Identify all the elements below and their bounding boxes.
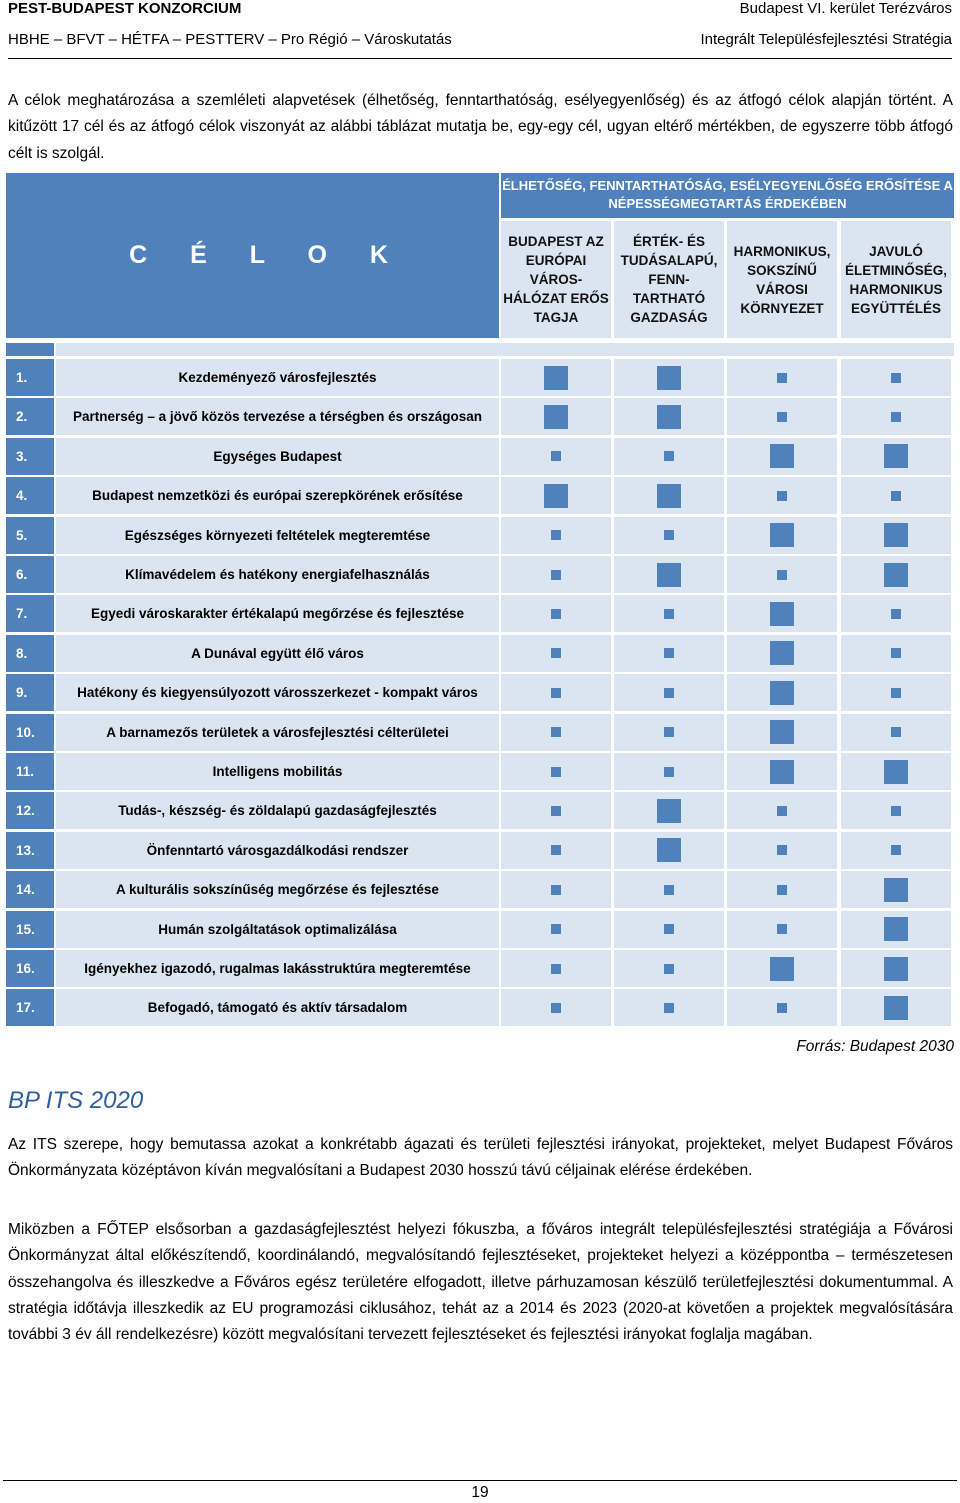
column-header-4: JAVULÓ ÉLETMINŐSÉG, HARMONIKUS EGYÜTTÉLÉS [841,221,951,338]
strong-link-marker [884,563,908,587]
goals-matrix-table [6,173,954,1029]
goal-name: Budapest nemzetközi és európai szerepkörének erősítése [56,477,499,514]
matrix-cell [501,674,611,711]
matrix-cell [727,517,837,554]
strong-link-marker [770,641,794,665]
table-row [6,359,954,396]
intro-paragraph: A célok meghatározása a szemléleti alapvetések (élhetőség, fenntarthatóság, esélyegyenlőség) és az átfogó célok alapján történt. A kitűzött 17 cél és az átfogó célok viszonyát az alábbi táblázat mutatja be, egy-egy cél, ugyan eltérő mértékben, de egyszerre több átfogó célt is szolgál. [8,92,953,162]
weak-link-marker [664,609,674,619]
goal-number: 7. [6,595,54,632]
strong-link-marker [884,760,908,784]
goal-number: 13. [6,832,54,869]
matrix-cell [727,911,837,948]
section-title: BP ITS 2020 [8,1087,144,1114]
weak-link-marker [664,885,674,895]
goal-name: Egységes Budapest [56,438,499,475]
table-row [6,714,954,751]
footer-divider [3,1480,957,1481]
strong-link-marker [770,720,794,744]
matrix-cell [614,792,724,829]
separator-right [56,343,954,356]
weak-link-marker [891,648,901,658]
overarching-header: ÉLHETŐSÉG, FENNTARTHATÓSÁG, ESÉLYEGYENLŐSÉG ERŐSÍTÉSE A NÉPESSÉGMEGTARTÁS ÉRDEKÉBEN [501,173,954,218]
goal-name: Egyedi városkarakter értékalapú megőrzése és fejlesztése [56,595,499,632]
goal-name: Önfenntartó városgazdálkodási rendszer [56,832,499,869]
matrix-cell [841,950,951,987]
goals-title: C É L O K [129,241,406,269]
weak-link-marker [664,530,674,540]
matrix-cell [614,832,724,869]
weak-link-marker [891,412,901,422]
matrix-cell [501,398,611,435]
matrix-cell [727,950,837,987]
goal-number: 12. [6,792,54,829]
matrix-cell [614,398,724,435]
matrix-cell [614,359,724,396]
table-row [6,595,954,632]
matrix-cell [727,477,837,514]
goal-number: 5. [6,517,54,554]
matrix-cell [841,438,951,475]
matrix-cell [727,635,837,672]
matrix-cell [501,753,611,790]
matrix-cell [841,989,951,1026]
weak-link-marker [777,491,787,501]
column-header-1: BUDAPEST AZ EURÓPAI VÁROS-HÁLÓZAT ERŐS TAGJA [501,221,611,338]
matrix-cell [727,595,837,632]
matrix-cell [501,792,611,829]
table-row [6,792,954,829]
paragraph-its-role: Az ITS szerepe, hogy bemutassa azokat a konkrétabb ágazati és területi fejlesztési irányokat, projekteket, melyet Budapest Főváros Önkormányzata középtávon kíván megvalósítani a Budapest 2030 hosszú távú céljainak elérése érdekében. [8,1136,953,1180]
goal-name: Humán szolgáltatások optimalizálása [56,911,499,948]
goal-name: A barnamezős területek a városfejlesztési célterületei [56,714,499,751]
matrix-cell [727,832,837,869]
goal-name: Partnerség – a jövő közös tervezése a térségben és országosan [56,398,499,435]
weak-link-marker [551,767,561,777]
table-row [6,477,954,514]
weak-link-marker [777,885,787,895]
matrix-cell [614,989,724,1026]
weak-link-marker [777,806,787,816]
goal-name: Tudás-, készség- és zöldalapú gazdaságfejlesztés [56,792,499,829]
weak-link-marker [551,727,561,737]
matrix-cell [727,753,837,790]
matrix-cell [501,556,611,593]
matrix-cell [841,477,951,514]
weak-link-marker [891,609,901,619]
matrix-cell [727,714,837,751]
matrix-cell [841,832,951,869]
strong-link-marker [770,523,794,547]
matrix-cell [501,635,611,672]
goal-number: 9. [6,674,54,711]
weak-link-marker [551,451,561,461]
matrix-cell [841,792,951,829]
weak-link-marker [891,491,901,501]
weak-link-marker [891,845,901,855]
matrix-cell [501,595,611,632]
strong-link-marker [657,563,681,587]
strong-link-marker [657,838,681,862]
goal-name: Kezdeményező városfejlesztés [56,359,499,396]
matrix-cell [501,438,611,475]
goal-number: 1. [6,359,54,396]
matrix-cell [727,871,837,908]
matrix-cell [614,635,724,672]
weak-link-marker [551,964,561,974]
weak-link-marker [891,373,901,383]
weak-link-marker [664,648,674,658]
weak-link-marker [551,885,561,895]
table-row [6,674,954,711]
matrix-cell [841,595,951,632]
goal-number: 8. [6,635,54,672]
matrix-cell [501,517,611,554]
matrix-cell [841,398,951,435]
matrix-cell [841,635,951,672]
weak-link-marker [551,648,561,658]
goal-number: 11. [6,753,54,790]
matrix-cell [841,753,951,790]
matrix-cell [614,477,724,514]
weak-link-marker [777,845,787,855]
goal-name: Befogadó, támogató és aktív társadalom [56,989,499,1026]
goal-number: 2. [6,398,54,435]
weak-link-marker [891,727,901,737]
weak-link-marker [777,924,787,934]
matrix-cell [841,517,951,554]
district-name: Budapest VI. kerület Terézváros [739,0,952,17]
column-header-3: HARMONIKUS, SOKSZÍNŰ VÁROSI KÖRNYEZET [727,221,837,338]
matrix-cell [727,556,837,593]
goal-name: Intelligens mobilitás [56,753,499,790]
separator-left [6,343,54,356]
weak-link-marker [664,924,674,934]
weak-link-marker [777,412,787,422]
goal-number: 14. [6,871,54,908]
partner-list: HBHE – BFVT – HÉTFA – PESTTERV – Pro Régió – Városkutatás [8,31,452,48]
strong-link-marker [544,484,568,508]
strong-link-marker [544,405,568,429]
matrix-cell [841,359,951,396]
matrix-cell [614,911,724,948]
weak-link-marker [777,1003,787,1013]
weak-link-marker [664,727,674,737]
strong-link-marker [770,760,794,784]
consortium-name: PEST-BUDAPEST KONZORCIUM [8,0,242,17]
table-row [6,517,954,554]
page-number: 19 [471,1484,489,1501]
matrix-cell [501,359,611,396]
goal-name: A Dunával együtt élő város [56,635,499,672]
strong-link-marker [657,799,681,823]
matrix-cell [614,595,724,632]
table-row [6,438,954,475]
matrix-cell [501,714,611,751]
goal-number: 3. [6,438,54,475]
weak-link-marker [551,806,561,816]
goal-name: A kulturális sokszínűség megőrzése és fejlesztése [56,871,499,908]
column-header-2: ÉRTÉK- ÉS TUDÁSALAPÚ, FENN-TARTHATÓ GAZDASÁG [614,221,724,338]
strong-link-marker [770,681,794,705]
weak-link-marker [664,451,674,461]
source-note: Forrás: Budapest 2030 [796,1038,954,1055]
table-row [6,753,954,790]
goal-number: 10. [6,714,54,751]
matrix-cell [727,359,837,396]
strong-link-marker [884,996,908,1020]
matrix-cell [727,792,837,829]
table-row [6,832,954,869]
matrix-cell [841,871,951,908]
strong-link-marker [657,366,681,390]
matrix-cell [841,674,951,711]
matrix-cell [727,674,837,711]
document-title: Integrált Településfejlesztési Stratégia [700,31,952,48]
weak-link-marker [664,688,674,698]
table-row [6,950,954,987]
weak-link-marker [891,688,901,698]
matrix-cell [727,398,837,435]
strong-link-marker [770,444,794,468]
goal-name: Igényekhez igazodó, rugalmas lakásstruktúra megteremtése [56,950,499,987]
matrix-cell [614,950,724,987]
weak-link-marker [777,570,787,580]
weak-link-marker [551,924,561,934]
table-row [6,989,954,1026]
weak-link-marker [551,570,561,580]
table-row [6,398,954,435]
goal-number: 17. [6,989,54,1026]
matrix-cell [614,674,724,711]
goal-number: 4. [6,477,54,514]
weak-link-marker [551,530,561,540]
weak-link-marker [664,767,674,777]
table-row [6,635,954,672]
table-row [6,556,954,593]
matrix-cell [614,438,724,475]
matrix-cell [614,714,724,751]
strong-link-marker [770,602,794,626]
matrix-cell [727,989,837,1026]
matrix-cell [614,753,724,790]
strong-link-marker [544,366,568,390]
matrix-cell [501,832,611,869]
strong-link-marker [884,917,908,941]
goal-number: 6. [6,556,54,593]
weak-link-marker [551,1003,561,1013]
matrix-cell [501,950,611,987]
matrix-cell [501,871,611,908]
goal-name: Hatékony és kiegyensúlyozott városszerkezet - kompakt város [56,674,499,711]
strong-link-marker [770,957,794,981]
weak-link-marker [664,1003,674,1013]
table-row [6,911,954,948]
matrix-cell [841,911,951,948]
matrix-cell [841,556,951,593]
matrix-cell [501,477,611,514]
matrix-cell [727,438,837,475]
matrix-cell [501,989,611,1026]
strong-link-marker [884,444,908,468]
matrix-cell [614,556,724,593]
strong-link-marker [884,957,908,981]
matrix-cell [614,517,724,554]
goal-number: 15. [6,911,54,948]
strong-link-marker [657,405,681,429]
goal-name: Klímavédelem és hatékony energiafelhasználás [56,556,499,593]
matrix-cell [841,714,951,751]
weak-link-marker [664,964,674,974]
goal-number: 16. [6,950,54,987]
weak-link-marker [551,845,561,855]
header-divider [8,58,952,59]
paragraph-strategy: Miközben a FŐTEP elsősorban a gazdaságfejlesztést helyezi fókuszba, a főváros integrált településfejlesztési stratégiája a Fővárosi Önkormányzat által előkészítendő, koordinálandó, megvalósítandó fejlesztéseket, projekteket helyezi a középpontba – természetesen összehangolva és illeszkedve a Főváros egész területére elfogadott, illetve párhuzamosan készülő területfejlesztési dokumentummal. A stratégia időtávja illeszkedik az EU programozási ciklusához, tehát az a 2014 és 2023 (2020-at követően a projektek megvalósítására további 3 év áll rendelkezésre) között megvalósítani tervezett fejlesztéseket és fejlesztési irányokat foglalja magában. [8,1221,953,1344]
weak-link-marker [777,373,787,383]
table-row [6,871,954,908]
goals-header-cell [6,173,499,338]
weak-link-marker [551,688,561,698]
strong-link-marker [657,484,681,508]
strong-link-marker [884,878,908,902]
strong-link-marker [884,523,908,547]
weak-link-marker [551,609,561,619]
matrix-cell [501,911,611,948]
weak-link-marker [891,806,901,816]
matrix-cell [614,871,724,908]
goal-name: Egészséges környezeti feltételek megteremtése [56,517,499,554]
